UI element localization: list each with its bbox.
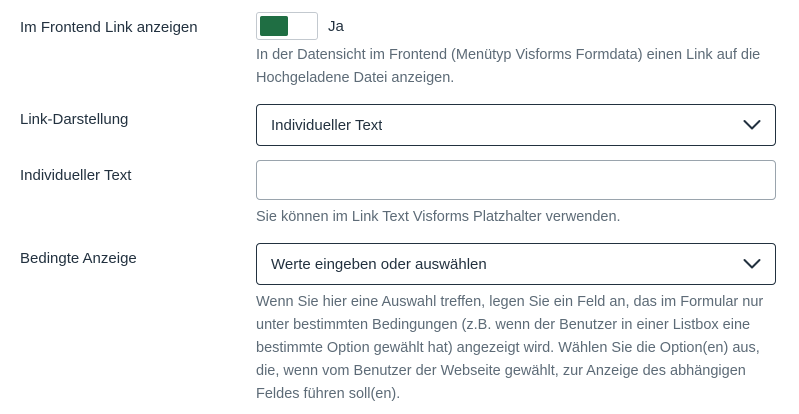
frontend-link-toggle-wrap [256, 12, 779, 40]
chevron-down-icon[interactable] [729, 105, 775, 145]
field-row-link-display [20, 104, 779, 146]
chevron-down-icon[interactable] [729, 244, 775, 284]
label-conditional-display: Bedingte Anzeige [20, 250, 137, 267]
field-row-frontend-link [20, 12, 779, 90]
frontend-link-toggle[interactable] [256, 12, 318, 40]
control-conditional-display [256, 243, 779, 406]
conditional-display-selected-value: Werte eingeben oder auswählen [271, 255, 487, 273]
toggle-state-label: Ja [328, 17, 344, 35]
conditional-display-select[interactable] [256, 243, 776, 285]
help-frontend-link: In der Datensicht im Frontend (Menütyp Visforms Formdata) einen Link auf die Hochgeladene Datei anzeigen. [256, 47, 761, 86]
link-display-selected-value: Individueller Text [271, 116, 383, 134]
help-conditional-display: Wenn Sie hier eine Auswahl treffen, legen Sie ein Feld an, das im Formular nur unter bestimmten Bedingungen (z.B. wenn der Benutzer in einer Listbox eine bestimmte Option gewählt hat) angezeigt wird. Wählen Sie die Option(en) aus, die, wenn vom Benutzer der Webseite gewählt, zur Anzeige des abhängigen Feldes führen soll(en). [256, 294, 764, 402]
control-frontend-link [256, 12, 779, 90]
toggle-knob [260, 16, 288, 36]
control-custom-text [256, 160, 779, 229]
label-custom-text: Individueller Text [20, 167, 132, 184]
field-row-conditional-display [20, 243, 779, 406]
link-display-select[interactable] [256, 104, 776, 146]
custom-text-input[interactable] [256, 160, 776, 200]
toggle-track [288, 16, 314, 36]
label-frontend-link: Im Frontend Link anzeigen [20, 19, 198, 36]
field-row-custom-text [20, 160, 779, 229]
help-custom-text: Sie können im Link Text Visforms Platzhalter verwenden. [256, 209, 621, 225]
control-link-display [256, 104, 779, 146]
label-link-display: Link-Darstellung [20, 111, 129, 128]
